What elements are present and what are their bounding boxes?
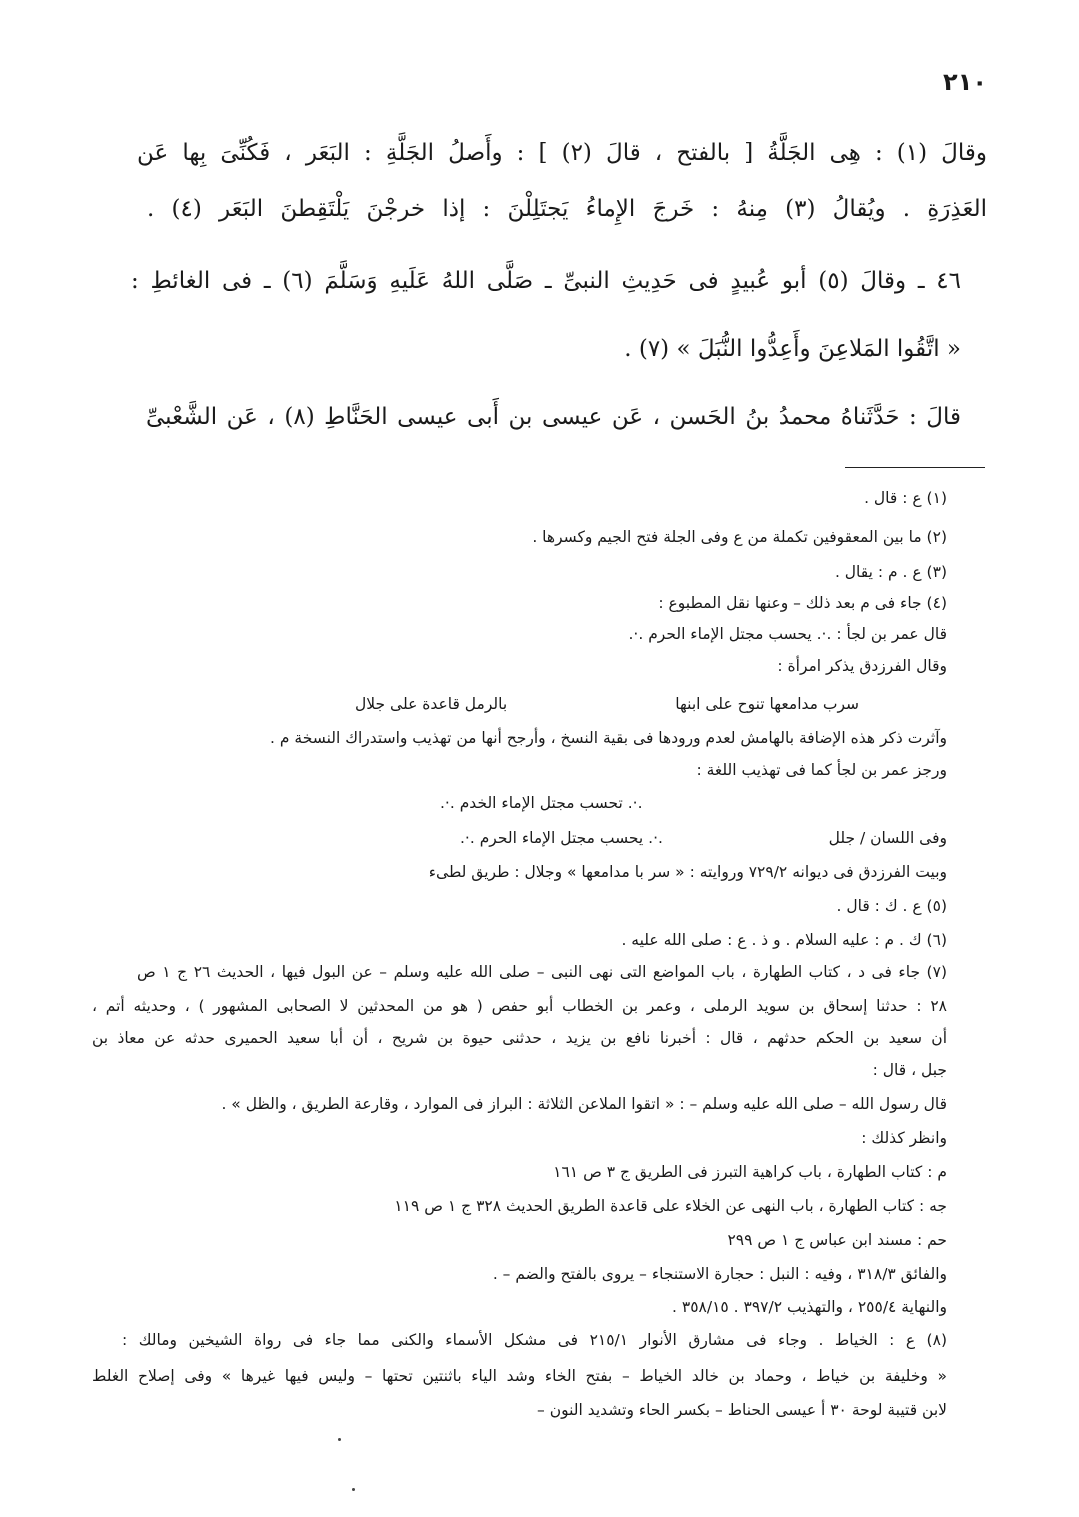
footnote-line: وفى اللسان / جلل xyxy=(828,829,947,847)
footnote-line: (٤) جاء فى م بعد ذلك – وعنها نقل المطبوع : xyxy=(658,594,947,612)
scan-speck xyxy=(352,1488,355,1491)
footnote-line: وانظر كذلك : xyxy=(861,1129,947,1147)
footnote-line: (٨) ع : الخياط . وجاء فى مشارق الأنوار ٢١٥/١ فى مشكل الأسماء والكنى مما جاء فى رواة الشيخين ومالك : xyxy=(122,1331,947,1349)
footnote-line: جه : كتاب الطهارة ، باب النهى عن الخلاء على قاعدة الطريق الحديث ٣٢٨ ج ١ ص ١١٩ xyxy=(394,1197,947,1215)
main-text-line: « اتَّقُوا المَلاعِنَ وأَعِدُّوا النُّبَلَ » (٧) . xyxy=(624,336,961,362)
verse-hemistich-right: سرب مدامعها تنوح على ابنها xyxy=(675,695,859,713)
footnote-line: م : كتاب الطهارة ، باب كراهية التبرز فى الطريق ج ٣ ص ١٦١ xyxy=(553,1163,947,1181)
footnote-line: (٥) ع . ك : قال . xyxy=(836,897,947,915)
main-text-line: وقالَ (١) : هِى الجَلَّةُ [ بالفتح ، قالَ (٢) ] : وأَصلُ الجَلَّةِ : البَعَر ، فَكُنِّىَ بِها عَن xyxy=(137,140,988,166)
footnote-line: (٣) ع . م : يقال . xyxy=(834,563,947,581)
footnote-line: حم : مسند ابن عباس ج ١ ص ٢٩٩ xyxy=(727,1231,947,1249)
footnote-line: (٢) ما بين المعقوفين تكملة من ع وفى الجلة فتح الجيم وكسرها . xyxy=(532,528,947,546)
footnote-line: قال رسول الله – صلى الله عليه وسلم – : « اتقوا الملاعن الثلاثة : البراز فى الموارد ، وقارعة الطريق ، والظل » . xyxy=(221,1095,947,1113)
footnote-line: والفائق ٣١٨/٣ ، وفيه : النبل : حجارة الاستنجاء – يروى بالفتح والضم – . xyxy=(492,1265,947,1283)
footnote-line: (٦) ك . م : عليه السلام . و ذ . ع : صلى الله عليه . xyxy=(621,931,947,949)
footnote-line: ورجز عمر بن لجأ كما فى تهذيب اللغة : xyxy=(696,761,947,779)
footnote-line: « وخليفة بن خياط ، وحماد بن خالد الخياط – بفتح الخاء وشد الياء باثنتين تحتها – وليس فيها غيرها » وفى إصلاح الغلط xyxy=(92,1367,947,1385)
footnote-line: وقال الفرزدق يذكر امرأة : xyxy=(777,657,947,675)
page-number: ٢١٠ xyxy=(943,68,987,96)
footnote-line: لابن قتيبة لوحة ٣٠ أ عيسى الحناط – بكسر الحاء وتشديد النون – xyxy=(537,1401,947,1419)
verse-line: .·. يحسب مجتل الإماء الحرم .·. xyxy=(460,829,663,847)
main-text-line: قالَ : حَدَّثَناهُ محمدُ بنُ الحَسن ، عَن عيسى بن أَبى عيسى الحَنَّاطِ (٨) ، عَن الشَّعْبىِّ xyxy=(146,404,961,430)
main-text-line: العَذِرَةِ . ويُقالُ (٣) مِنهُ : خَرجَ الإِماءُ يَجتَلِلْنَ : إذا خرجْنَ يَلْتَقِطنَ البَعَر (٤) . xyxy=(147,196,987,222)
footnote-line: (١) ع : قال . xyxy=(864,489,947,507)
footnote-line: (٧) جاء فى د ، كتاب الطهارة ، باب المواضع التى نهى النبى – صلى الله عليه وسلم – عن البول فيها ، الحديث ٢٦ ج ١ ص xyxy=(137,963,947,981)
scan-speck xyxy=(338,1438,341,1441)
footnote-line: قال عمر بن لجأ : .·. يحسب مجتل الإماء الحرم .·. xyxy=(628,625,947,643)
verse-line: .·. تحسب مجتل الإماء الخدم .·. xyxy=(440,794,643,812)
footnote-line: أن سعيد بن الحكم حدثهم ، قال : أخبرنا نافع بن يزيد ، حدثنى حيوة بن شريح ، أن أبا سعيد الحميرى حدثه عن معاذ بن xyxy=(92,1029,947,1047)
verse-hemistich-left: بالرمل قاعدة على جلال xyxy=(355,695,508,713)
main-text-line: ٤٦ ـ وقالَ (٥) أبو عُبيدٍ فى حَدِيثِ النبىِّ ـ صَلَّى اللهُ عَلَيهِ وَسَلَّمَ (٦) ـ فى الغائطِ : xyxy=(131,268,962,294)
footnote-line: جبل ، قال : xyxy=(872,1061,947,1079)
footnote-line: وبيت الفرزدق فى ديوانه ٧٢٩/٢ وروايته : « سر با مدامعها » وجلال : طريق لطىء xyxy=(428,863,947,881)
footnote-separator xyxy=(845,467,985,468)
footnote-line: وآثرت ذكر هذه الإضافة بالهامش لعدم ورودها فى بقية النسخ ، وأرجح أنها من تهذيب واستدراك النسخة م . xyxy=(270,729,947,747)
footnote-line: ٢٨ : حدثنا إسحاق بن سويد الرملى ، وعمر بن الخطاب أبو حفص ( هو من المحدثين لا الصحابى المشهور ) ، وحديثه أتم ، xyxy=(92,997,947,1015)
footnote-line: والنهاية ٢٥٥/٤ ، والتهذيب ٣٩٧/٢ . ٣٥٨/١٥ . xyxy=(672,1298,947,1316)
